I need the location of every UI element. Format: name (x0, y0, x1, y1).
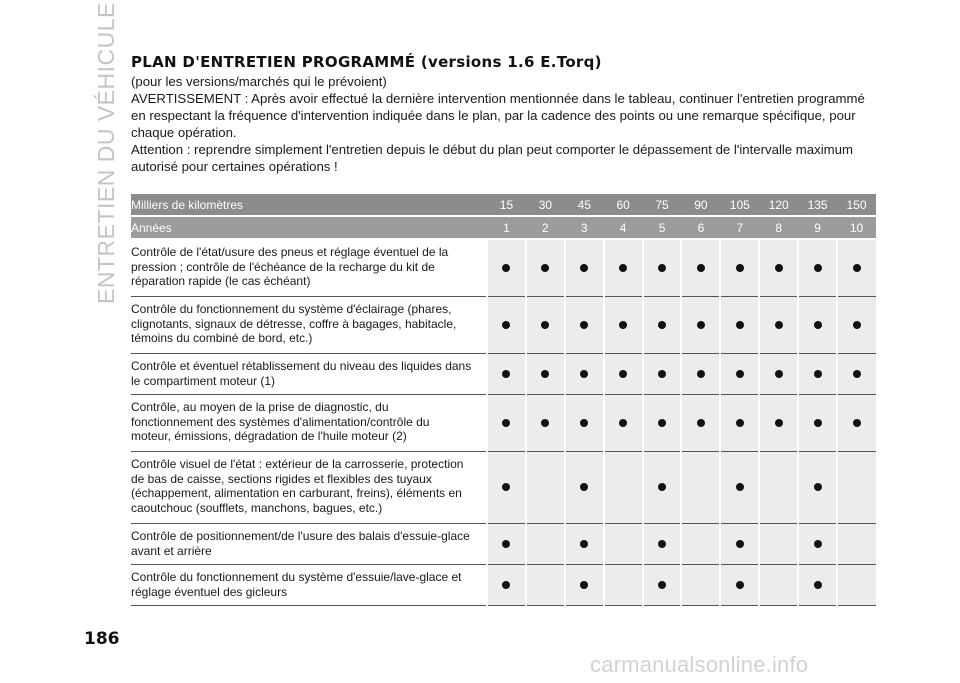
scheduled-dot-icon (580, 264, 588, 272)
scheduled-dot-icon (775, 321, 783, 329)
intro-warning: AVERTISSEMENT : Après avoir effectué la dernière intervention mentionnée dans le tableau, continuer l'entretien programmé en respectant la fréquence d'intervention indiquée dans le plan, par la cadence des points ou une remarque spécifique, pour chaque opération. (131, 91, 865, 140)
scheduled-dot-icon (853, 370, 861, 378)
interval-cell (565, 395, 604, 452)
km-header-cell: 120 (759, 194, 798, 216)
kilometers-header-row (131, 194, 876, 216)
year-header-cell: 8 (759, 216, 798, 239)
interval-cell (487, 452, 526, 524)
km-header-cell: 75 (643, 194, 682, 216)
scheduled-dot-icon (658, 540, 666, 548)
interval-cell (526, 354, 565, 395)
scheduled-dot-icon (502, 483, 510, 491)
km-header-cell: 30 (526, 194, 565, 216)
scheduled-dot-icon (541, 419, 549, 427)
scheduled-dot-icon (580, 370, 588, 378)
scheduled-dot-icon (736, 370, 744, 378)
interval-cell (487, 395, 526, 452)
interval-cell (565, 452, 604, 524)
km-header-cell: 150 (837, 194, 876, 216)
interval-cell (565, 524, 604, 565)
interval-cell (565, 354, 604, 395)
intro-scope: (pour les versions/marchés qui le prévoient) (131, 74, 387, 89)
scheduled-dot-icon (658, 483, 666, 491)
interval-cell (643, 524, 682, 565)
scheduled-dot-icon (697, 321, 705, 329)
interval-cell (565, 565, 604, 606)
year-header-cell: 1 (487, 216, 526, 239)
interval-cell (759, 565, 798, 606)
year-header-cell: 4 (604, 216, 643, 239)
scheduled-dot-icon (658, 264, 666, 272)
intro-text (131, 73, 871, 175)
scheduled-dot-icon (658, 321, 666, 329)
interval-cell (643, 395, 682, 452)
operation-label: Contrôle, au moyen de la prise de diagnostic, du fonctionnement des systèmes d'alimentation/contrôle du moteur, émissions, dégradation de l'huile moteur (2) (131, 395, 487, 452)
interval-cell (487, 354, 526, 395)
table-row (131, 239, 876, 297)
table-row (131, 524, 876, 565)
scheduled-dot-icon (814, 419, 822, 427)
interval-cell (759, 395, 798, 452)
interval-cell (759, 239, 798, 297)
scheduled-dot-icon (814, 264, 822, 272)
kilometers-header-label: Milliers de kilomètres (131, 194, 487, 216)
interval-cell (837, 452, 876, 524)
table-row (131, 297, 876, 354)
interval-cell (604, 297, 643, 354)
interval-cell (720, 395, 759, 452)
km-header-cell: 60 (604, 194, 643, 216)
interval-cell (798, 395, 837, 452)
table-row (131, 452, 876, 524)
scheduled-dot-icon (502, 419, 510, 427)
interval-cell (681, 524, 720, 565)
table-row (131, 565, 876, 606)
operation-label: Contrôle du fonctionnement du système d'éclairage (phares, clignotants, signaux de détresse, coffre à bagages, habitacle, témoins du combiné de bord, etc.) (131, 297, 487, 354)
year-header-cell: 6 (681, 216, 720, 239)
scheduled-dot-icon (736, 321, 744, 329)
years-header-label: Années (131, 216, 487, 239)
interval-cell (720, 524, 759, 565)
km-header-cell: 105 (720, 194, 759, 216)
interval-cell (837, 354, 876, 395)
interval-cell (759, 452, 798, 524)
interval-cell (487, 239, 526, 297)
interval-cell (565, 297, 604, 354)
interval-cell (526, 239, 565, 297)
scheduled-dot-icon (814, 581, 822, 589)
scheduled-dot-icon (736, 264, 744, 272)
page-heading: PLAN D'ENTRETIEN PROGRAMMÉ (versions 1.6 E.Torq) (131, 53, 602, 71)
scheduled-dot-icon (580, 483, 588, 491)
scheduled-dot-icon (502, 321, 510, 329)
interval-cell (526, 565, 565, 606)
year-header-cell: 5 (643, 216, 682, 239)
interval-cell (487, 524, 526, 565)
interval-cell (526, 297, 565, 354)
scheduled-dot-icon (541, 370, 549, 378)
year-header-cell: 9 (798, 216, 837, 239)
scheduled-dot-icon (814, 370, 822, 378)
interval-cell (798, 297, 837, 354)
scheduled-dot-icon (814, 540, 822, 548)
interval-cell (837, 565, 876, 606)
interval-cell (837, 239, 876, 297)
interval-cell (759, 354, 798, 395)
interval-cell (798, 452, 837, 524)
scheduled-dot-icon (658, 581, 666, 589)
interval-cell (681, 565, 720, 606)
scheduled-dot-icon (775, 419, 783, 427)
interval-cell (643, 297, 682, 354)
scheduled-dot-icon (697, 264, 705, 272)
scheduled-dot-icon (580, 581, 588, 589)
watermark-text: carmanualsonline.info (590, 652, 809, 677)
intro-attention: Attention : reprendre simplement l'entretien depuis le début du plan peut comporter le dépassement de l'intervalle maximum autorisé pour certaines opérations ! (131, 142, 853, 174)
interval-cell (487, 565, 526, 606)
scheduled-dot-icon (619, 370, 627, 378)
km-header-cell: 15 (487, 194, 526, 216)
scheduled-dot-icon (697, 370, 705, 378)
interval-cell (798, 524, 837, 565)
interval-cell (837, 524, 876, 565)
scheduled-dot-icon (541, 321, 549, 329)
km-header-cell: 90 (681, 194, 720, 216)
interval-cell (643, 452, 682, 524)
scheduled-dot-icon (580, 419, 588, 427)
interval-cell (643, 565, 682, 606)
scheduled-dot-icon (502, 581, 510, 589)
scheduled-dot-icon (853, 321, 861, 329)
scheduled-dot-icon (502, 264, 510, 272)
interval-cell (604, 239, 643, 297)
interval-cell (526, 395, 565, 452)
interval-cell (681, 297, 720, 354)
interval-cell (526, 524, 565, 565)
scheduled-dot-icon (580, 321, 588, 329)
scheduled-dot-icon (853, 419, 861, 427)
interval-cell (759, 524, 798, 565)
section-side-title: ENTRETIEN DU VÉHICULE (93, 2, 119, 304)
scheduled-dot-icon (619, 419, 627, 427)
maintenance-schedule-table (131, 194, 876, 606)
interval-cell (681, 452, 720, 524)
scheduled-dot-icon (541, 264, 549, 272)
scheduled-dot-icon (814, 483, 822, 491)
scheduled-dot-icon (697, 419, 705, 427)
page-number: 186 (84, 629, 120, 649)
interval-cell (604, 395, 643, 452)
interval-cell (798, 354, 837, 395)
interval-cell (565, 239, 604, 297)
interval-cell (604, 565, 643, 606)
interval-cell (720, 452, 759, 524)
scheduled-dot-icon (736, 581, 744, 589)
scheduled-dot-icon (775, 370, 783, 378)
km-header-cell: 135 (798, 194, 837, 216)
scheduled-dot-icon (580, 540, 588, 548)
scheduled-dot-icon (736, 540, 744, 548)
interval-cell (681, 354, 720, 395)
interval-cell (681, 239, 720, 297)
table-row (131, 354, 876, 395)
interval-cell (720, 565, 759, 606)
interval-cell (837, 297, 876, 354)
year-header-cell: 10 (837, 216, 876, 239)
interval-cell (759, 297, 798, 354)
scheduled-dot-icon (502, 540, 510, 548)
interval-cell (798, 239, 837, 297)
km-header-cell: 45 (565, 194, 604, 216)
scheduled-dot-icon (658, 419, 666, 427)
scheduled-dot-icon (814, 321, 822, 329)
interval-cell (720, 239, 759, 297)
year-header-cell: 2 (526, 216, 565, 239)
interval-cell (604, 354, 643, 395)
scheduled-dot-icon (619, 321, 627, 329)
year-header-cell: 3 (565, 216, 604, 239)
scheduled-dot-icon (502, 370, 510, 378)
table-row (131, 395, 876, 452)
interval-cell (526, 452, 565, 524)
scheduled-dot-icon (736, 483, 744, 491)
scheduled-dot-icon (658, 370, 666, 378)
interval-cell (643, 354, 682, 395)
scheduled-dot-icon (736, 419, 744, 427)
scheduled-dot-icon (853, 264, 861, 272)
interval-cell (720, 297, 759, 354)
operation-label: Contrôle visuel de l'état : extérieur de la carrosserie, protection de bas de caisse, sections rigides et flexibles des tuyaux (échappement, alimentation en carburant, freins), éléments en caoutchouc (soufflets, manchons, bagues, etc.) (131, 452, 487, 524)
operation-label: Contrôle du fonctionnement du système d'essuie/lave-glace et réglage éventuel des gicleurs (131, 565, 487, 606)
year-header-cell: 7 (720, 216, 759, 239)
interval-cell (798, 565, 837, 606)
scheduled-dot-icon (619, 264, 627, 272)
interval-cell (681, 395, 720, 452)
interval-cell (643, 239, 682, 297)
operation-label: Contrôle de l'état/usure des pneus et réglage éventuel de la pression ; contrôle de l'échéance de la recharge du kit de réparation rapide (le cas échéant) (131, 239, 487, 297)
operation-label: Contrôle de positionnement/de l'usure des balais d'essuie-glace avant et arrière (131, 524, 487, 565)
years-header-row (131, 216, 876, 239)
interval-cell (604, 452, 643, 524)
interval-cell (487, 297, 526, 354)
interval-cell (604, 524, 643, 565)
interval-cell (837, 395, 876, 452)
interval-cell (720, 354, 759, 395)
operation-label: Contrôle et éventuel rétablissement du niveau des liquides dans le compartiment moteur (1) (131, 354, 487, 395)
scheduled-dot-icon (775, 264, 783, 272)
